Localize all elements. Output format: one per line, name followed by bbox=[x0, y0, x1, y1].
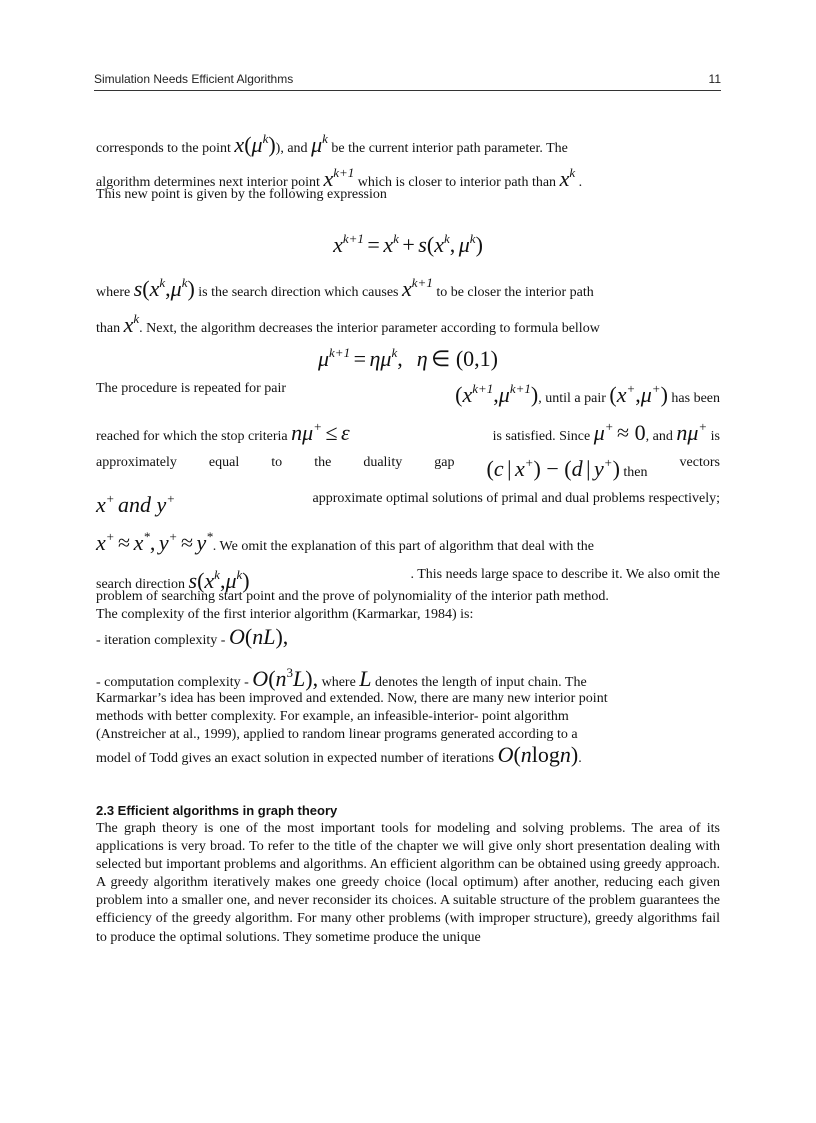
text-line-10: x+ ≈ x*, y+ ≈ y*. We omit the explanation of this part of algorithm that deal with the bbox=[96, 529, 594, 555]
text-line-16: Karmarkar’s idea has been improved and extended. Now, there are many new interior point bbox=[96, 691, 608, 706]
section-heading: 2.3 Efficient algorithms in graph theory bbox=[96, 803, 338, 818]
equation-update-x: $x^{k+1} = x^k + s(x^k$, $\mu^k$) bbox=[333, 231, 483, 257]
text-line-13: The complexity of the first interior algorithm (Karmarkar, 1984) is: bbox=[96, 607, 474, 622]
text-line-14: - iteration complexity - O(nL), bbox=[96, 624, 289, 649]
text-line-12: problem of searching start point and the prove of polynomiality of the interior path method. bbox=[96, 589, 609, 604]
section-paragraph: The graph theory is one of the most important tools for modeling and solving problems. The area of its applications is very broad. To refer to the title of the chapter we will give only short presentation dealing with selected but important problems and algorithms. An efficient algorithm can be obtained using greedy approach. A greedy algorithm iteratively makes one greedy choice (local optimum) after another, reducing each given problem into a smaller one, and never reconsider its choices. A suitable structure of the problem guarantees the efficiency of the greedy algorithm. For many other problems (with improper structure), greedy algorithms fail to produce the optimal solutions. They sometime produce the unique bbox=[96, 821, 720, 945]
text-line-4: where $s(x^k,\mu^k)$ is the search direction which causes $x^{k+1}$ to be closer the interior path bbox=[96, 275, 594, 301]
text-line-7: reached for which the stop criteria nμ+ ≤ ε is satisfied. Since μ+ ≈ 0, and nμ+ is bbox=[96, 419, 720, 445]
header-rule bbox=[94, 90, 721, 91]
text-line-11: search direction $s(x^k,\mu^k)$ . This needs large space to describe it. We also omit the bbox=[96, 567, 720, 593]
equation-update-mu: $\mu^{k+1} = \eta\mu^k$, η ∈ (0,1) bbox=[317, 345, 498, 371]
page-number: 11 bbox=[708, 72, 721, 86]
text-line-6: The procedure is repeated for pair $(x^{k+1},\mu^{k+1})$, until a pair (x+,μ+) has been bbox=[96, 381, 720, 407]
text-line-1: corresponds to the point $x(\mu^k)$), and $\mu^k$ be the current interior path parameter. The bbox=[96, 131, 568, 157]
text-line-5: than $x^k$. Next, the algorithm decreases the interior parameter according to formula bellow bbox=[96, 311, 600, 337]
text-line-17: methods with better complexity. For example, an infeasible-interior- point algorithm bbox=[96, 709, 569, 724]
text-line-3: This new point is given by the following expression bbox=[96, 187, 387, 202]
text-line-19: model of Todd gives an exact solution in expected number of iterations O(nlogn). bbox=[96, 742, 582, 767]
text-line-8: approximately equal to the duality gap (c | x+) − (d | y+) then vectors bbox=[96, 455, 720, 481]
text-line-9: x+ and y+ approximate optimal solutions of primal and dual problems respectively; bbox=[96, 491, 720, 517]
text-line-2: algorithm determines next interior point $x^{k+1}$ which is closer to interior path than $x^k$ . bbox=[96, 165, 583, 191]
running-title: Simulation Needs Efficient Algorithms bbox=[94, 72, 294, 86]
running-header bbox=[94, 72, 721, 90]
text-line-15: - computation complexity - $O(n^3L)$, where L denotes the length of input chain. The bbox=[96, 665, 587, 691]
text-line-18: (Anstreicher at al., 1999), applied to random linear programs generated according to a bbox=[96, 727, 578, 742]
